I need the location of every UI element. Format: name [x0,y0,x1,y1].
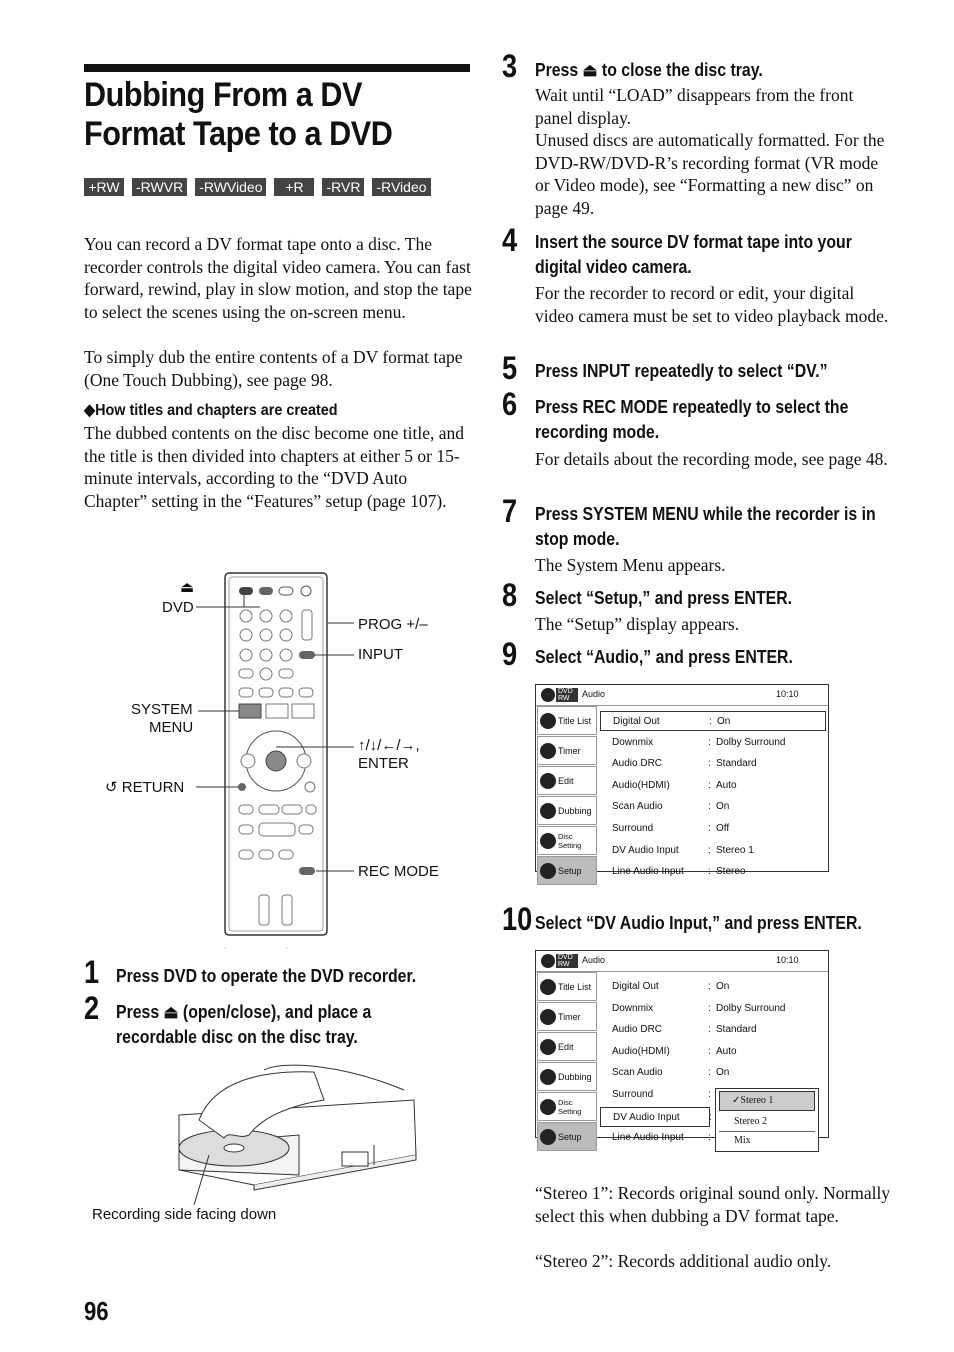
sidebar-item-timer[interactable]: Timer [537,736,597,765]
step-4-number: 4 [502,222,518,258]
setting-row-scan-audio[interactable]: Scan Audio : On [612,1067,730,1078]
sidebar-item-setup[interactable]: Setup [537,856,597,885]
osd-header [536,951,828,972]
closing-note-stereo-2: “Stereo 2”: Records additional audio only. [535,1251,832,1271]
setting-row-audio-hdmi[interactable]: Audio(HDMI) : Auto [612,780,737,791]
dubbing-icon [540,803,556,819]
setting-row-digital-out[interactable]: Digital Out : On [600,711,826,731]
step-8-body: The “Setup” display appears. [535,614,740,634]
osd-title: Audio [582,689,606,699]
step-6-body: For details about the recording mode, see page 48. [535,449,888,469]
sidebar-item-edit[interactable]: Edit [537,766,597,795]
osd-sidebar [536,705,598,876]
step-9-heading: Select “Audio,” and press ENTER. [535,647,793,667]
arrows-label: ↑/↓/←/→, [358,737,420,754]
osd-clock: 10:10 [776,955,799,965]
osd-title: Audio [582,955,606,965]
intro-paragraph-1: You can record a DV format tape onto a disc. The recorder controls the digital video camera. You can fast forward, rewind, play in slow motion, and stop the tape to select the scenes using the on-screen menu. [84,234,472,322]
timer-icon [540,1009,556,1025]
setting-row-dv-audio-input[interactable]: DV Audio Input : Stereo 1 [612,845,754,856]
setting-row-audio-drc[interactable]: Audio DRC : Standard [612,758,757,769]
step-7-body: The System Menu appears. [535,555,726,575]
page-number: 96 [84,1296,109,1326]
setting-row-downmix[interactable]: Downmix : Dolby Surround [612,1003,786,1014]
subhead-titles-chapters: ◆How titles and chapters are created [84,402,338,419]
step-2-number: 2 [84,990,100,1026]
step-3-body: Wait until “LOAD” disappears from the front panel display. Unused discs are automatically formatted. For the DVD-RW/DVD-R’s recording format (VR mode or Video mode), see “Formatting a new disc” on page 49. [535,85,885,218]
badge-rw-video: -RWVideo [195,178,266,196]
page-title: Dubbing From a DV Format Tape to a DVD [84,76,393,153]
sidebar-item-edit[interactable]: Edit [537,1032,597,1061]
badge-plus-rw: +RW [84,178,124,196]
setup-icon [540,1129,556,1145]
osd-header [536,685,828,706]
sidebar-item-title-list[interactable]: Title List [537,706,597,735]
sidebar-item-timer[interactable]: Timer [537,1002,597,1031]
system-menu-label-1: SYSTEM [131,701,193,718]
step-7-number: 7 [502,493,518,529]
step-7-heading: Press SYSTEM MENU while the recorder is in stop mode. [535,504,876,549]
sidebar-item-title-list[interactable]: Title List [537,972,597,1001]
closing-note-stereo-1: “Stereo 1”: Records original sound only. Normally select this when dubbing a DV format tape. [535,1183,891,1226]
disc-caption: Recording side facing down [92,1206,277,1223]
step-8-number: 8 [502,577,518,613]
osd-settings-list [600,707,828,877]
prog-label: PROG +/– [358,616,428,633]
sidebar-item-dubbing[interactable]: Dubbing [537,1062,597,1091]
badge-plus-r: +R [274,178,314,196]
setting-row-surround[interactable]: Surround : Off [612,823,730,834]
system-menu-label-2: MENU [149,719,194,736]
setting-row-audio-drc[interactable]: Audio DRC : Standard [612,1024,757,1035]
setting-row-dv-audio-input[interactable]: DV Audio Input : [600,1107,710,1127]
sidebar-item-disc-setting[interactable]: Disc Setting [537,1092,597,1121]
step-5-heading: Press INPUT repeatedly to select “DV.” [535,361,828,381]
step-9-number: 9 [502,636,518,672]
badge-r-vr: -RVR [322,178,364,196]
dubbing-icon [540,1069,556,1085]
title-list-icon [540,979,556,995]
disc-icon [541,954,555,968]
osd-clock: 10:10 [776,689,799,699]
step-3-number: 3 [502,48,518,84]
step-10-heading: Select “DV Audio Input,” and press ENTER. [535,913,862,933]
title-list-icon [540,713,556,729]
step-5-number: 5 [502,350,518,386]
disc-setting-icon [540,1099,556,1115]
disc-type-badge: DVD RW [556,954,578,968]
setting-row-digital-out[interactable]: Digital Out : On [612,981,730,992]
dvd-label: DVD [162,599,194,616]
badge-r-video: -RVideo [372,178,430,196]
setting-row-downmix[interactable]: Downmix : Dolby Surround [612,737,786,748]
timer-icon [540,743,556,759]
rec-mode-label: REC MODE [358,863,439,880]
disc-icon [541,688,555,702]
enter-label: ENTER [358,755,409,772]
return-label: ↺ RETURN [105,779,185,796]
setting-row-surround[interactable]: Surround : [612,1089,711,1100]
osd-sidebar [536,971,598,1142]
step-6-heading: Press REC MODE repeatedly to select the recording mode. [535,397,849,442]
disc-setting-icon [540,833,556,849]
setting-row-scan-audio[interactable]: Scan Audio : On [612,801,730,812]
subhead-body: The dubbed contents on the disc become one title, and the title is then divided into chapters at either 5 or 15-minute intervals, according to the “DVD Auto Chapter” setting in the “Features” setup (page 107). [84,423,465,511]
dropdown-option-mix[interactable]: Mix [734,1135,751,1146]
step-10-number: 10 [502,901,533,937]
step-1-heading: Press DVD to operate the DVD recorder. [116,966,417,986]
disc-type-badge: DVD RW [556,688,578,702]
dropdown-option-stereo-1[interactable]: ✓Stereo 1 [719,1091,815,1111]
intro-paragraph-2: To simply dub the entire contents of a DV format tape (One Touch Dubbing), see page 98. [84,347,463,390]
edit-icon [540,773,556,789]
step-2-heading: Press ⏏ (open/close), and place a recordable disc on the disc tray. [116,1002,372,1047]
setting-row-audio-hdmi[interactable]: Audio(HDMI) : Auto [612,1046,737,1057]
dropdown-option-stereo-2[interactable]: Stereo 2 [719,1113,815,1132]
sidebar-item-setup[interactable]: Setup [537,1122,597,1151]
step-6-number: 6 [502,386,518,422]
input-label: INPUT [358,646,403,663]
disc-tray-illustration [84,1060,474,1210]
step-8-heading: Select “Setup,” and press ENTER. [535,588,793,608]
dv-audio-input-dropdown[interactable] [715,1088,819,1152]
sidebar-item-dubbing[interactable]: Dubbing [537,796,597,825]
title-rule [84,64,470,72]
setting-row-line-audio-input[interactable]: Line Audio Input : [612,1132,711,1143]
setting-row-line-audio-input[interactable]: Line Audio Input : Stereo [612,866,746,877]
step-4-body: For the recorder to record or edit, your digital video camera must be set to video playback mode. [535,283,889,326]
eject-symbol-label: ⏏ [180,579,195,596]
disc-badges [84,178,431,196]
step-1-number: 1 [84,954,100,990]
setup-icon [540,863,556,879]
edit-icon [540,1039,556,1055]
badge-rw-vr: -RWVR [132,178,187,196]
step-3-heading: Press ⏏ to close the disc tray. [535,60,763,80]
sidebar-item-disc-setting[interactable]: Disc Setting [537,826,597,855]
step-4-heading: Insert the source DV format tape into your digital video camera. [535,232,852,277]
osd-audio-screen-1 [535,684,829,877]
